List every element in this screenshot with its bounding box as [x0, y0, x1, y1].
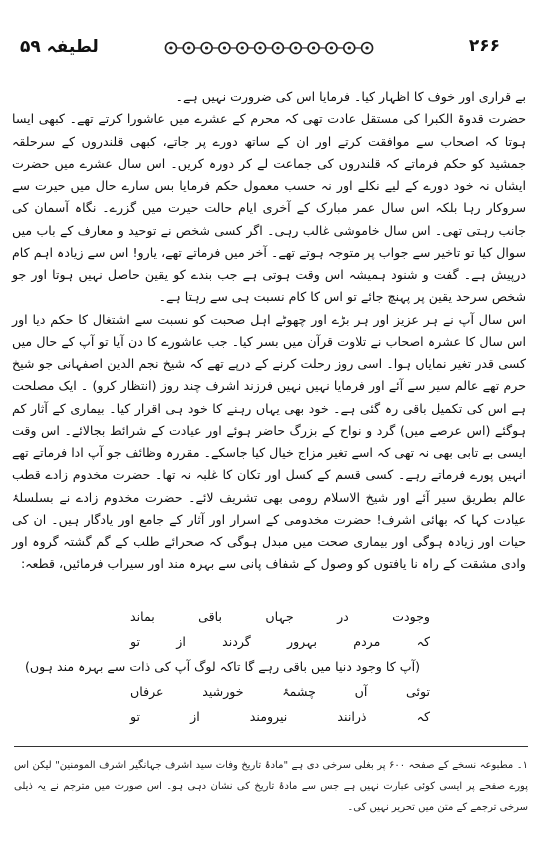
ornament-dot-icon [187, 46, 190, 49]
paragraph: بے قراری اور خوف کا اظہار کیا۔ فرمایا اس کی ضرورت نہیں ہے۔ [175, 89, 526, 104]
verse-translation: (آپ کا وجود دنیا میں باقی رہے گا تاکہ لوگ آپ کی ذات سے بہرہ مند ہوں) [24, 659, 420, 674]
verse-line: کہ مردم بہرور گردند از تو [130, 634, 430, 649]
footnote-divider [14, 746, 528, 747]
main-text [12, 86, 526, 576]
paragraph: اس سال آپ نے ہر عزیز اور ہر بڑے اور چھوٹے اہل صحبت کو نسبت سے اشتغال کا حکم دیا اور اس سال کا عشرہ اصحاب نے تلاوت قرآن میں بسر کیا۔ جب عاشورے کا دن آیا تو آپ کے حال میں کسی قدر تغیر نمایاں ہوا۔ اسی روز رحلت کرنے کے درپے تھے کہ شیخ نجم الدین اصفہانی جو شیخ حرم تھے عالم سیر سے آئے اور فرمایا نہیں نہیں فرزند اشرف چند روز (انتظار کرو) ۔ ایک مصلحت ہے اس کی تکمیل باقی رہ گئی ہے۔ خود بھی یہاں رہنے کا خود ہی اقرار کیا۔ بیماری کے آثار کم ہوگئے (اس عرصے میں) گرد و نواح کے بزرگ حاضر ہوئے اور عیادت کے شرائط بجالائے۔ اس وقت ایسی بے تابی بھی نہ تھی کہ اسے تغیر مزاج خیال کیا جاسکے۔ مقررہ وظائف جو آپ ادا فرماتے تھے انہیں پورے فرماتے رہے۔ کسی قسم کے کسل اور تکان کا غلبہ نہ تھا۔ حضرت مخدوم زادے قطب عالم بطریق سیر آئے اور شیخ الاسلام رومی بھی تشریف لائے۔ حضرت مخدوم زادے نے بسلسلۂ عیادت کہا کہ بھائی اشرف! حضرت مخدومی کے اسرار اور آثار کے جامع اور یادگار ہیں۔ ان کی حیات اور زیادہ ہوگی اور بیماری صحت میں مبدل ہوگی کہ صحرائے طلب کے گم گشتہ گروہ اور وادی مشقت کے راہ نا یافتوں کو وصول کے شفاف پانی سے بہرہ مند اور سیراب فرمائیں، قطعہ: [12, 311, 526, 572]
ornament-dot-icon [312, 46, 315, 49]
ornament-dot-icon [365, 46, 368, 49]
ornament-dot-icon [241, 46, 244, 49]
ornament-dot-icon [294, 46, 297, 49]
ornament-dot-icon [348, 46, 351, 49]
page-number: ۲۶۶ [468, 36, 500, 56]
ornament-dot-icon [223, 46, 226, 49]
paragraph: حضرت قدوۃ الکبرا کی مستقل عادت تھی کہ محرم کے عشرے میں عاشورا کرتے تھے۔ کبھی ایسا ہوتا کہ اصحاب سے موافقت کرتے اور ان کے ساتھ دورے پر جاتے، کبھی قلندروں کے سرحلقہ جمشید کو حکم فرماتے کہ قلندروں کی جماعت لے کر دورہ کریں۔ اس سال عشرے میں حضرت ایشاں نہ خود دورے کے لیے نکلے اور نہ حسب معمول حکم فرمایا بس سارے حال میں حیرت سے سروکار رہا بلکہ اس سال عمر مبارک کے آخری ایام حالت حیرت میں گزرے۔ نگاہ آسمان کی جانب رہتی تھی۔ اس سال خاموشی غالب رہی۔ اگر کسی شخص نے توحید و معارف کے باب میں سوال کیا تو تاخیر سے جواب پر متوجہ ہوتے تھے۔ آخر میں فرماتے تھے، یارو! اس سے زیادہ اہم کام درپیش ہے۔ گفت و شنود ہمیشہ اس وقت ہوتی ہے جب بندے کو یقین حاصل نہیں ہوتا اور جو شخص سرحد یقین پر پہنچ جائے تو اس کا کام نسبت ہی سے رہتا ہے۔ [12, 111, 526, 305]
verse-line: کہ ذرانند نیرومند از تو [130, 709, 430, 724]
ornament-dot-icon [330, 46, 333, 49]
ornament-dot-icon [205, 46, 208, 49]
page-header [12, 32, 512, 62]
ornament-chain-icon [162, 38, 376, 58]
footnote-text: ۱۔ مطبوعہ نسخے کے صفحہ ۶۰۰ پر بغلی سرخی دی ہے "مادۂ تاریخ وفات سید اشرف جہانگیر اشرف المومنین" لیکن اس پورے صفحے پر ایسی کوئی عبارت نہیں ہے جس سے مادۂ تاریخ کی نشان دہی ہو۔ اس صورت میں مترجم نے یہ ذیلی سرخی ترجمے کے متن میں تحریر نہیں کی۔ [14, 760, 529, 813]
ornament-dot-icon [276, 46, 279, 49]
ornament-dot-icon [169, 46, 172, 49]
verse-line: وجودت در جہاں باقی بماند [130, 609, 430, 624]
verse-block [24, 604, 430, 729]
running-head: لطیفہ ۵۹ [20, 37, 99, 57]
verse-line: توئی آں چشمۂ خورشید عرفاں [130, 684, 430, 699]
footnote [14, 755, 528, 818]
ornament-dot-icon [258, 46, 261, 49]
